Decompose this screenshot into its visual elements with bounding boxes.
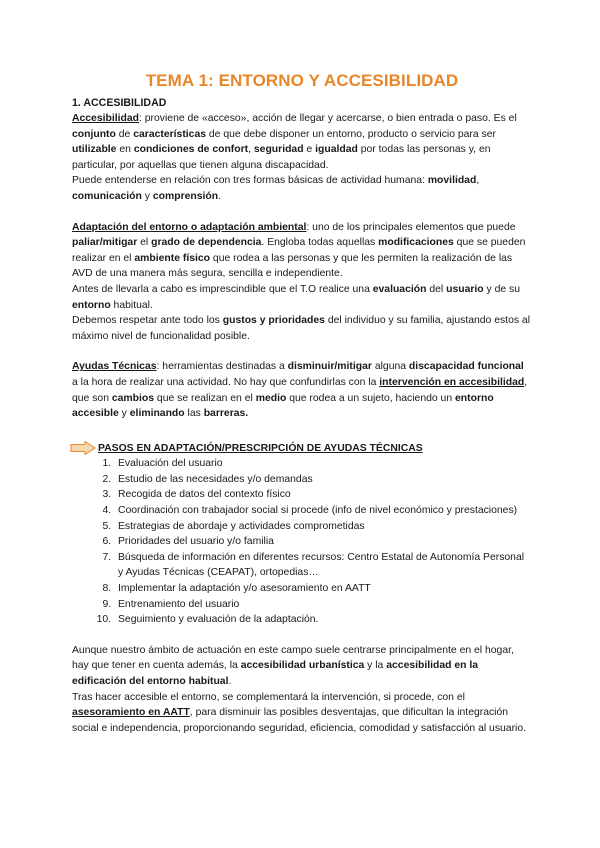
spacer [72, 628, 532, 643]
text-run: e [303, 144, 316, 156]
bold-text-run: Ayudas Técnicas [72, 361, 157, 373]
text-run: : herramientas destinadas a [156, 361, 288, 373]
spacer [72, 344, 532, 359]
paragraph-ayudas-tecnicas [72, 359, 532, 421]
bold-text-run: discapacidad funcional [408, 361, 524, 373]
text-run: que rodea a las personas y que les permiten la realización de las AVD de una manera más segura, sencilla e independiente. [72, 252, 513, 280]
paragraph-ambito-actuacion [72, 643, 532, 690]
bold-text-run: seguridad [253, 144, 304, 156]
steps-title: PASOS EN ADAPTACIÓN/PRESCRIPCIÓN DE AYUDAS TÉCNICAS [98, 442, 423, 454]
bold-text-run: movilidad [427, 175, 477, 187]
step-item: 10. Seguimiento y evaluación de la adaptación. [114, 612, 532, 628]
text-run: . [228, 676, 232, 687]
bold-text-run: entorno [72, 299, 111, 311]
bold-text-run: comunicación [72, 190, 142, 202]
paragraph-accesibilidad-forms [72, 173, 532, 204]
step-item: 5. Estrategias de abordaje y actividades comprometidas [114, 519, 532, 535]
bold-text-run: eliminando [129, 408, 185, 420]
text-run: del individuo y su familia, ajustando estos al máximo nivel de funcionalidad posible. [72, 315, 531, 342]
bold-text-run: conjunto [72, 128, 116, 140]
bold-text-run: disminuir/mitigar [287, 361, 372, 373]
bold-text-run: gustos y prioridades [222, 315, 325, 327]
text-run: que se realizan en el [154, 392, 256, 404]
spacer [72, 205, 532, 220]
text-run: Antes de llevarla a cabo es imprescindible que el T.O realice una [72, 283, 373, 295]
text-run: que rodea a un sujeto, haciendo un [286, 392, 456, 404]
text-run: : uno de los principales elementos que puede [306, 221, 516, 233]
paragraph-accesibilidad-definition [72, 111, 532, 173]
bold-text-run: usuario [446, 283, 484, 295]
text-run: de [115, 128, 134, 140]
page-title: TEMA 1: ENTORNO Y ACCESIBILIDAD [145, 71, 459, 90]
text-run: que se pueden realizar en el [72, 237, 526, 264]
paragraph-asesoramiento [72, 690, 532, 737]
bold-text-run: entorno accesible [72, 392, 494, 420]
paragraph-adaptacion-entorno [72, 220, 532, 282]
bold-text-run: Accesibilidad [72, 113, 139, 124]
text-run: por todas las personas y, en particular, por aquellas que tienen alguna discapacidad. [72, 144, 491, 171]
bold-text-run: accesibilidad urbanística [240, 660, 365, 672]
paragraph-gustos-prioridades [72, 313, 532, 344]
bold-text-run: modificaciones [378, 237, 454, 249]
text-run: , [476, 175, 480, 187]
text-run: . [218, 190, 221, 202]
step-item: 6. Prioridades del usuario y/o familia [114, 534, 532, 550]
step-item: 7. Búsqueda de información en diferentes recursos: Centro Estatal de Autonomía Personal y Ayudas Técnicas (CEAPAT), ortopedias… [114, 550, 532, 581]
text-run: del [426, 283, 447, 295]
text-run: y de su [483, 283, 521, 295]
text-run: alguna [371, 361, 409, 373]
document-page [72, 70, 532, 736]
text-run: y [141, 190, 153, 202]
text-run: de que debe disponer un entorno, producto o servicio para ser [206, 128, 496, 140]
bold-text-run: accesibilidad en la edificación del entorno habitual [72, 660, 479, 687]
text-run: , que son [72, 376, 528, 404]
bold-text-run: asesoramiento en AATT [72, 707, 190, 719]
paragraph-evaluacion [72, 282, 532, 313]
text-run: el [137, 237, 152, 249]
text-run: , [248, 144, 254, 156]
bold-text-run: igualdad [315, 144, 358, 156]
bold-text-run: características [133, 128, 207, 140]
bold-text-run: Adaptación del entorno o adaptación ambiental [72, 221, 307, 233]
bold-text-run: medio [255, 392, 287, 404]
steps-heading [72, 441, 532, 457]
text-run: habitual. [110, 299, 153, 311]
text-run: : proviene de «acceso», acción de llegar y acercarse, o bien entrada o paso. Es el [139, 113, 517, 124]
step-item: 2. Estudio de las necesidades y/o demandas [114, 472, 532, 488]
text-run: Puede entenderse en relación con tres formas básicas de actividad humana: [72, 175, 428, 187]
step-item: 3. Recogida de datos del contexto físico [114, 487, 532, 503]
text-run: Tras hacer accesible el entorno, se complementará la intervención, si procede, con el [72, 691, 465, 703]
bold-text-run: barreras. [203, 408, 249, 420]
text-run: . Engloba todas aquellas [261, 237, 379, 249]
bold-text-run: ambiente físico [134, 252, 211, 264]
step-item: 8. Implementar la adaptación y/o asesoramiento en AATT [114, 581, 532, 597]
text-run: y [118, 408, 130, 420]
bold-text-run: paliar/mitigar [72, 237, 138, 249]
bold-text-run: evaluación [372, 283, 427, 295]
text-run: Aunque nuestro ámbito de actuación en este campo suele centrarse principalmente en el hogar, hay que tener en cuenta además, la [72, 644, 514, 672]
text-run: a la hora de realizar una actividad. No hay que confundirlas con la [72, 376, 380, 388]
step-item: 1. Evaluación del usuario [114, 456, 532, 472]
step-item: 9. Entrenamiento del usuario [114, 597, 532, 613]
bold-text-run: comprensión [152, 190, 219, 202]
text-run: y la [364, 660, 387, 672]
bold-text-run: intervención en accesibilidad [379, 376, 525, 388]
arrow-right-icon [70, 441, 96, 455]
text-run: , para disminuir las posibles desventajas, que dificultan la integración social e independencia, proporcionando seguridad, eficiencia, comodidad y satisfacción al usuario. [72, 707, 527, 734]
steps-list [72, 456, 532, 628]
text-run: Debemos respetar ante todo los [72, 315, 223, 327]
text-run: las [184, 408, 204, 420]
bold-text-run: cambios [111, 392, 155, 404]
text-run: en [116, 144, 134, 156]
bold-text-run: condiciones de confort [133, 144, 249, 156]
spacer [72, 422, 532, 437]
bold-text-run: grado de dependencia [151, 237, 262, 249]
bold-text-run: utilizable [72, 144, 117, 156]
step-item: 4. Coordinación con trabajador social si procede (info de nivel económico y prestaciones) [114, 503, 532, 519]
section-heading-accesibilidad: 1. ACCESIBILIDAD [72, 97, 167, 109]
